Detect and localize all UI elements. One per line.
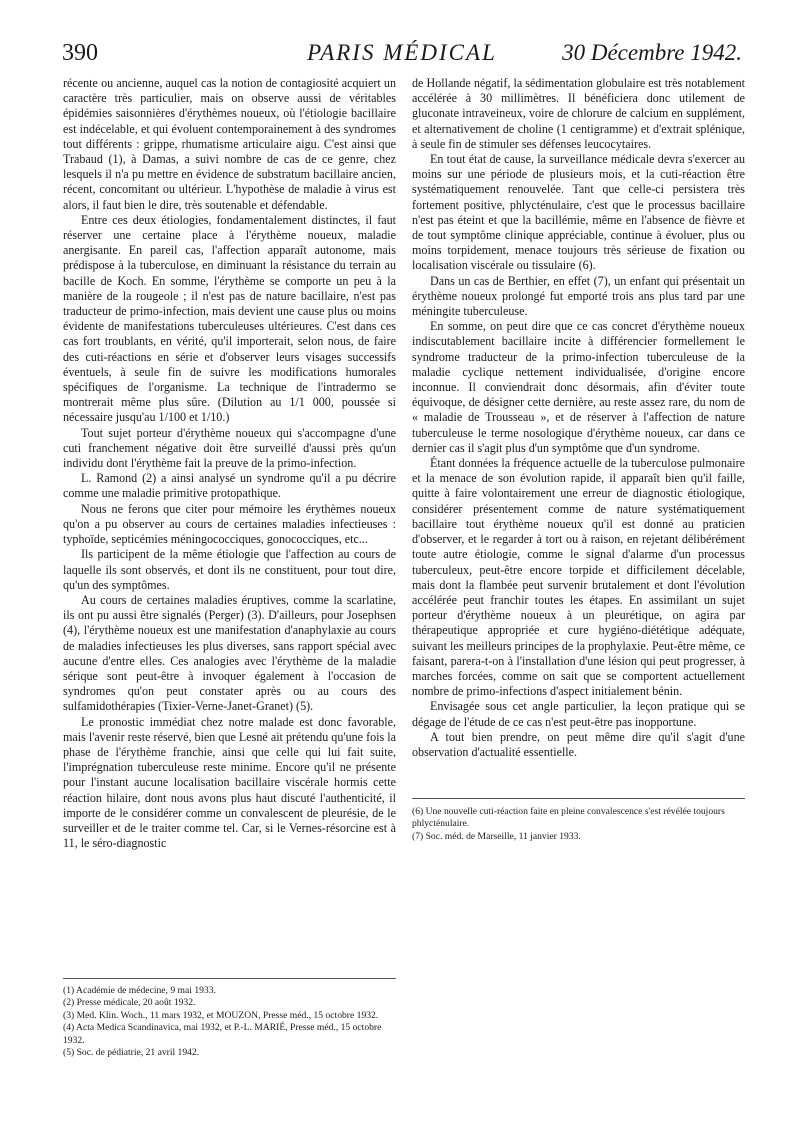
paragraph: Dans un cas de Berthier, en effet (7), un enfant qui présentait un érythème noueux prolongé fut emporté trois ans plus tard par une méningite tuberculeuse.: [412, 273, 745, 319]
paragraph: Le pronostic immédiat chez notre malade est donc favorable, mais l'avenir reste réservé, bien que Lesné ait prétendu qu'une fois la phase de l'érythème franchie, ainsi que celle qui lui fait suite, l'imprégnation tuberculeuse reste minime. Encore qu'il ne présente pour l'instant aucune localisation bacillaire viscérale hormis cette réaction hilaire, dont nous avons plus haut discuté l'authenticité, il importe de le considérer comme un convalescent de pleurésie, de le surveiller et de le traiter comme tel. Car, si le Vernes-résorcine est à 11, le séro-diagnostic: [63, 714, 396, 851]
right-column: [412, 76, 745, 760]
page-number: 390: [62, 40, 98, 66]
footnote: (2) Presse médicale, 20 août 1932.: [63, 997, 196, 1009]
paragraph: A tout bien prendre, on peut même dire qu'il s'agit d'une observation d'actualité essentielle.: [412, 729, 745, 759]
paragraph: récente ou ancienne, auquel cas la notion de contagiosité acquiert un caractère très particulier, mais on observe aussi de véritables épidémies saisonnières d'érythèmes noueux, où l'étiologie bacillaire est indécelable, et qui évoluent contemporainement à des syndromes tout différents : grippe, rhumatisme articulaire aigu. C'est ainsi que Trabaud (1), à Damas, a suivi nombre de cas de ce genre, chez lesquels il n'a pu mettre en évidence de substratum bacillaire ancien, récent, concomitant ou ultérieur. L'hypothèse de maladie à virus est alors, il faut bien le dire, très soutenable et défendable.: [63, 76, 396, 212]
paragraph: de Hollande négatif, la sédimentation globulaire est très notablement accélérée à 30 millimètres. Il bénéficiera donc utilement de gluconate intraveineux, voire de chlorure de calcium en supplément, et alternativement de choline (1 centigramme) et d'extrait splénique, à seule fin de stimuler ses défenses leucocytaires.: [412, 76, 745, 151]
journal-title: PARIS MÉDICAL: [307, 40, 497, 65]
paragraph: Nous ne ferons que citer pour mémoire les érythèmes noueux qu'on a pu observer au cours de certaines maladies infectieuses : typhoïde, septicémies méningococciques, gonococciques, etc...: [63, 501, 396, 547]
left-column: [63, 76, 396, 851]
footnote: (6) Une nouvelle cuti-réaction faite en pleine convalescence s'est révélée toujours phlycténulaire.: [412, 806, 725, 830]
footnote: (4) Acta Medica Scandinavica, mai 1932, et P.-L. MARIÉ, Presse méd., 15 octobre 1932.: [63, 1022, 382, 1046]
paragraph: Au cours de certaines maladies éruptives, comme la scarlatine, ils ont pu aussi être signalés (Perger) (3). D'ailleurs, pour Josephsen (4), l'érythème noueux est une manifestation d'anaphylaxie au cours de maladies infectieuses les plus diverses, sans rapport spécial avec aucune d'entre elles. Ces analogies avec l'érythème de la maladie sérique sont peut-être à invoquer également à l'occasion de syndromes qu'on peut constater après ou au cours des sulfamidothérapies (Tixier-Verne-Janet-Granet) (5).: [63, 592, 396, 714]
footnote: (1) Académie de médecine, 9 mai 1933.: [63, 985, 216, 996]
paragraph: L. Ramond (2) a ainsi analysé un syndrome qu'il a pu décrire comme une maladie primitive protopathique.: [63, 471, 396, 501]
paragraph: Ils participent de la même étiologie que l'affection au cours de laquelle ils sont observés, et dont ils ne constituent, pour tout dire, qu'un des symptômes.: [63, 547, 396, 592]
paragraph: Entre ces deux étiologies, fondamentalement distinctes, il faut réserver une certaine place à l'érythème noueux, maladie anergisante. En pareil cas, l'affection apparaît autonome, mais prédispose à la tuberculose, en diminuant la résistance du terrain au bacille de Koch. En somme, l'érythème se comporte un peu à la manière de la rougeole ; il n'est pas de nature bacillaire, n'est pas traducteur de primo-infection, mais devient une cause plus ou moins évidente de manifestations tuberculeuses ultérieures. C'est dans ces cas fort troublants, en vérité, qu'il importerait, selon nous, de faire des cuti-réactions en série et d'observer leurs visages successifs éventuels, à seule fin de suivre les modifications humorales spécifiques de l'organisme. La technique de l'intradermo se montrerait même plus sûre. (Dilution au 1/1 000, poussée si nécessaire jusqu'au 1/100 et 1/10.): [63, 212, 396, 425]
left-footnotes: [63, 985, 396, 1059]
paragraph: Envisagée sous cet angle particulier, la leçon pratique qui se dégage de l'étude de ce cas n'est peut-être pas inopportune.: [412, 699, 745, 729]
issue-date: 30 Décembre 1942.: [562, 40, 742, 65]
footnote: (3) Med. Klin. Woch., 11 mars 1932, et MOUZON, Presse méd., 15 octobre 1932.: [63, 1009, 379, 1021]
footnote-divider: [63, 978, 396, 979]
paragraph: Tout sujet porteur d'érythème noueux qui s'accompagne d'une cuti franchement négative doit être surveillé d'aussi près qu'un individu dont l'érythème fait la preuve de la primo-infection.: [63, 425, 396, 471]
footnote-divider: [412, 798, 745, 799]
page-header: [62, 40, 742, 70]
footnote: (5) Soc. de pédiatrie, 21 avril 1942.: [63, 1047, 200, 1059]
footnote: (7) Soc. méd. de Marseille, 11 janvier 1933.: [412, 830, 581, 842]
paragraph: En tout état de cause, la surveillance médicale devra s'exercer au moins sur une période de plusieurs mois, et la cuti-réaction être systématiquement renouvelée. Tant que celle-ci persistera très fortement positive, phlycténulaire, c'est que le processus bacillaire n'est pas éteint et que la bacillémie, même en l'absence de fièvre et de tout symptôme clinique appréciable, continue à évoluer, plus ou moins torpidement, menace toujours très sérieuse de fixation ou localisation viscérale ou tissulaire (6).: [412, 152, 745, 273]
paragraph: En somme, on peut dire que ce cas concret d'érythème noueux indiscutablement bacillaire incite à différencier formellement le syndrome traducteur de la primo-infection tuberculeuse de la maladie cyclique nettement individualisée, d'origine encore inconnue. Il conviendrait donc désormais, afin d'éviter toute équivoque, de désigner cette dernière, au reste assez rare, du nom de « maladie de Trousseau », et de réserver à l'affection de nature tuberculeuse le terme nosologique d'érythème noueux, car dans ce dernier cas il s'agit plus d'un symptôme que d'un syndrome.: [412, 319, 745, 455]
right-footnotes: [412, 806, 745, 843]
paragraph: Étant données la fréquence actuelle de la tuberculose pulmonaire et la menace de son évolution rapide, il apparaît bien qu'il faille, quitte à faire volontairement une erreur de diagnostic étiologique, considérer présentement comme de nature systématiquement bacillaire tout érythème noueux qu'il est donné au praticien d'observer, et le regarder à tort ou à raison, en rejetant délibérément toute autre étiologie, comme le signal d'alarme d'un processus tuberculeux, peut-être encore torpide et difficilement décelable, mais dont la flambée peut survenir brutalement et dont l'évolution accélérée peut franchir toutes les étapes. En assimilant un sujet porteur d'érythème noueux à un pleurétique, on agira par thérapeutique appropriée et cure hygiéno-diététique adéquate, suivant les meilleurs principes de la prophylaxie. Peut-être même, ce faisant, parera-t-on à l'installation d'une lésion qui peut progresser, à marches forcées, comme on sait que se comportent actuellement nombre de primo-infections d'aspect initialement bénin.: [412, 456, 745, 699]
